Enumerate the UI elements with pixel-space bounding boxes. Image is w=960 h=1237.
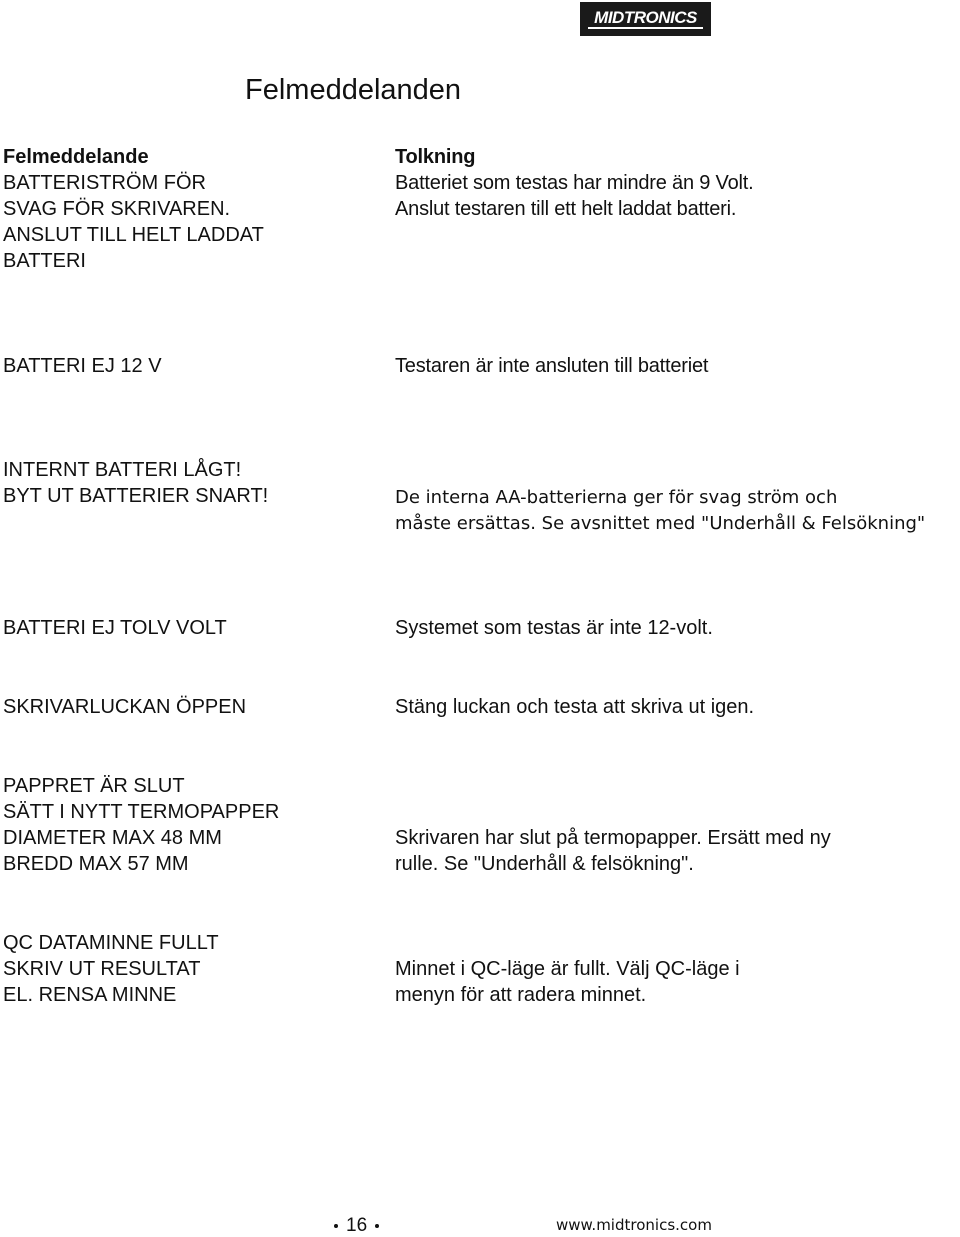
table-row-1-message xyxy=(3,144,363,274)
bullet-dot-left xyxy=(334,1224,338,1228)
interpretation-line: menyn för att radera minnet. xyxy=(395,984,647,1006)
message-line: BATTERI EJ TOLV VOLT xyxy=(3,617,227,639)
table-row-6-message xyxy=(3,773,363,877)
message-line: BATTERISTRÖM FÖR xyxy=(3,172,206,194)
table-row-5-interpretation xyxy=(395,694,955,720)
interpretation-line: rulle. Se "Underhåll & felsökning". xyxy=(395,853,694,875)
interpretation-line: Anslut testaren till ett helt laddat batteri. xyxy=(395,198,737,220)
table-row-2-message xyxy=(3,353,363,379)
bullet-dot-right xyxy=(375,1224,379,1228)
message-line: BATTERI xyxy=(3,250,86,272)
table-row-1-interpretation xyxy=(395,144,955,222)
column-header-message: Felmeddelande xyxy=(3,146,149,168)
interpretation-line: Minnet i QC-läge är fullt. Välj QC-läge i xyxy=(395,958,740,980)
table-row-4-interpretation xyxy=(395,615,955,641)
footer-website-url: www.midtronics.com xyxy=(556,1216,712,1234)
message-line: PAPPRET ÄR SLUT xyxy=(3,775,185,797)
message-line: SKRIVARLUCKAN ÖPPEN xyxy=(3,696,247,718)
interpretation-line: Skrivaren har slut på termopapper. Ersätt med ny xyxy=(395,827,831,849)
page-number-block xyxy=(334,1215,379,1237)
page-title: Felmeddelanden xyxy=(245,74,462,106)
table-row-3-interpretation xyxy=(395,485,955,537)
table-row-3-message xyxy=(3,457,363,509)
message-line: BATTERI EJ 12 V xyxy=(3,355,162,377)
table-row-7-message xyxy=(3,930,363,1008)
midtronics-logo xyxy=(580,2,711,36)
message-line: BREDD MAX 57 MM xyxy=(3,853,189,875)
message-line: EL. RENSA MINNE xyxy=(3,984,177,1006)
interpretation-line: Batteriet som testas har mindre än 9 Volt. xyxy=(395,172,754,194)
message-line: ANSLUT TILL HELT LADDAT xyxy=(3,224,264,246)
message-line: BYT UT BATTERIER SNART! xyxy=(3,485,269,507)
interpretation-line: måste ersättas. Se avsnittet med "Underhåll & Felsökning" xyxy=(395,513,926,534)
interpretation-line: De interna AA-batterierna ger för svag ström och xyxy=(395,487,838,508)
message-line: SVAG FÖR SKRIVAREN. xyxy=(3,198,231,220)
table-row-6-interpretation xyxy=(395,825,955,877)
table-row-4-message xyxy=(3,615,363,641)
interpretation-line: Testaren är inte ansluten till batteriet xyxy=(395,355,709,377)
message-line: SÄTT I NYTT TERMOPAPPER xyxy=(3,801,280,823)
table-row-7-interpretation xyxy=(395,956,955,1008)
page-number: 16 xyxy=(346,1215,368,1236)
interpretation-line: Stäng luckan och testa att skriva ut igen. xyxy=(395,696,755,718)
logo-underline xyxy=(588,27,703,29)
logo-text: MIDTRONICS xyxy=(594,8,697,27)
column-header-interpretation: Tolkning xyxy=(395,146,476,168)
table-row-5-message xyxy=(3,694,363,720)
message-line: QC DATAMINNE FULLT xyxy=(3,932,219,954)
message-line: DIAMETER MAX 48 MM xyxy=(3,827,222,849)
message-line: INTERNT BATTERI LÅGT! xyxy=(3,459,242,481)
message-line: SKRIV UT RESULTAT xyxy=(3,958,201,980)
table-row-2-interpretation xyxy=(395,353,955,379)
interpretation-line: Systemet som testas är inte 12-volt. xyxy=(395,617,713,639)
